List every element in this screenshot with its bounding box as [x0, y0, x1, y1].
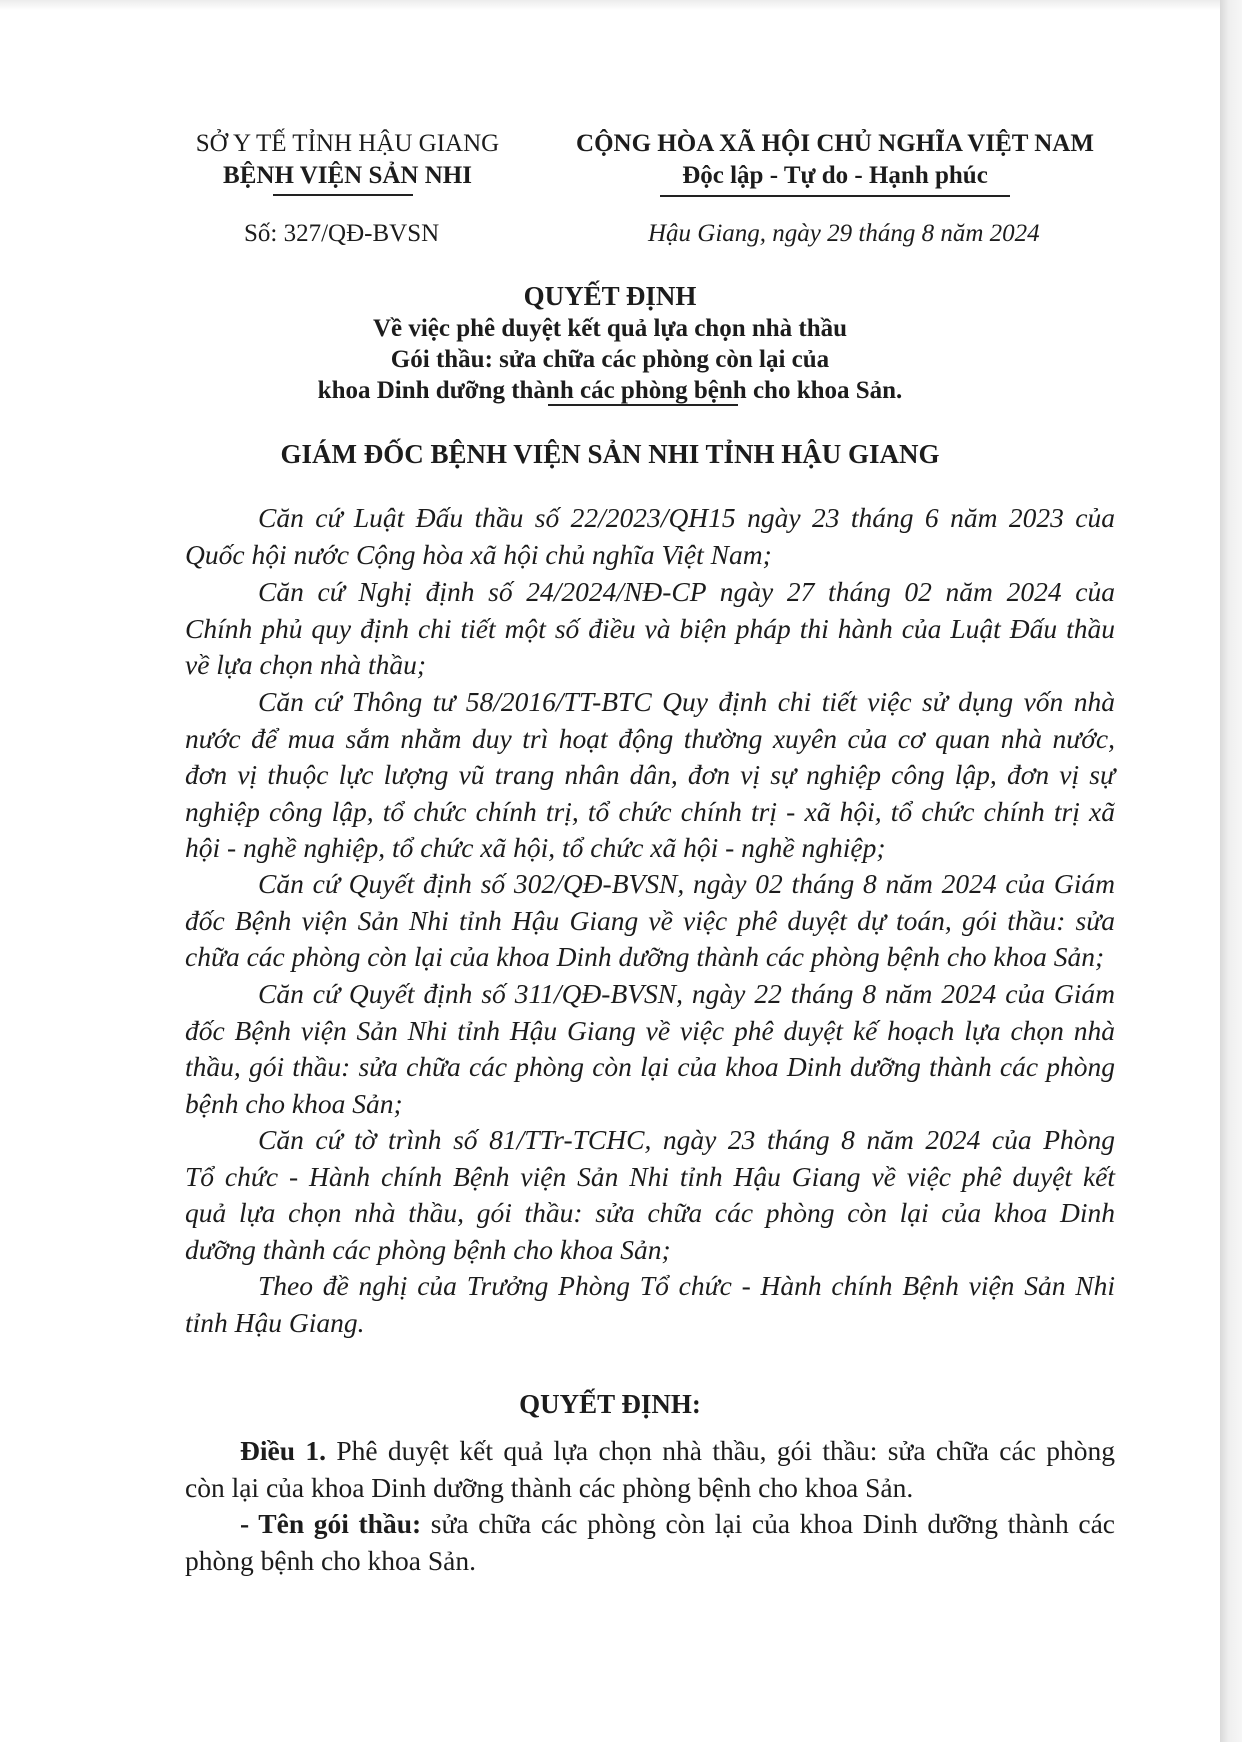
- article-1: [185, 1433, 1115, 1506]
- preamble-basis-4: [185, 866, 1115, 976]
- preamble-line: Căn cứ tờ trình số 81/TTr-TCHC, ngày 23 tháng 8 năm 2024 của Phòng: [258, 1124, 1115, 1155]
- country-name: CỘNG HÒA XÃ HỘI CHỦ NGHĨA VIỆT NAM: [576, 130, 1094, 157]
- preamble-line: bệnh cho khoa Sản;: [185, 1087, 403, 1119]
- preamble-line: đốc Bệnh viện Sản Nhi tỉnh Hậu Giang về việc phê duyệt dự toán, gói thầu: sửa: [185, 904, 1115, 936]
- title-underline: [548, 404, 738, 406]
- preamble-line: Căn cứ Luật Đấu thầu số 22/2023/QH15 ngày 23 tháng 6 năm 2023 của: [258, 502, 1115, 533]
- preamble-line: Căn cứ Nghị định số 24/2024/NĐ-CP ngày 27 tháng 02 năm 2024 của: [258, 576, 1115, 607]
- preamble-line: Quốc hội nước Cộng hòa xã hội chủ nghĩa Việt Nam;: [185, 538, 772, 570]
- agency-parent: SỞ Y TẾ TỈNH HẬU GIANG: [195, 130, 500, 157]
- title-subject-line-3: khoa Dinh dưỡng thành các phòng bệnh cho khoa Sản.: [317, 377, 903, 404]
- place-and-date: Hậu Giang, ngày 29 tháng 8 năm 2024: [648, 220, 1040, 247]
- preamble-basis-3: [185, 684, 1115, 867]
- document-number: Số: 327/QĐ-BVSN: [244, 220, 440, 247]
- preamble-line: chữa các phòng còn lại của khoa Dinh dưỡng thành các phòng bệnh cho khoa Sản;: [185, 941, 1105, 972]
- preamble-line: về lựa chọn nhà thầu;: [185, 649, 427, 680]
- decision-heading: QUYẾT ĐỊNH:: [519, 1389, 701, 1419]
- preamble-line: Chính phủ quy định chi tiết một số điều và biện pháp thi hành của Luật Đấu thầu: [185, 612, 1115, 644]
- preamble-line: hội - nghề nghiệp, tổ chức xã hội, tổ chức xã hội - nghề nghiệp;: [185, 832, 886, 863]
- article-1-label: Điều 1.: [240, 1435, 326, 1466]
- preamble-line: Căn cứ Quyết định số 302/QĐ-BVSN, ngày 02 tháng 8 năm 2024 của Giám: [258, 868, 1115, 899]
- preamble-basis-2: [185, 574, 1115, 684]
- preamble-line: quả lựa chọn nhà thầu, gói thầu: sửa chữa các phòng còn lại của khoa Dinh: [185, 1197, 1115, 1228]
- preamble-line: thầu, gói thầu: sửa chữa các phòng còn lại của khoa Dinh dưỡng thành các phòng: [185, 1051, 1115, 1082]
- title-subject-line-2: Gói thầu: sửa chữa các phòng còn lại của: [390, 346, 830, 373]
- motto-underline: [660, 195, 1010, 197]
- preamble-line: Căn cứ Thông tư 58/2016/TT-BTC Quy định chi tiết việc sử dụng vốn nhà: [258, 686, 1115, 717]
- preamble-line: Căn cứ Quyết định số 311/QĐ-BVSN, ngày 22 tháng 8 năm 2024 của Giám: [258, 978, 1115, 1009]
- preamble-line: Theo đề nghị của Trưởng Phòng Tổ chức - Hành chính Bệnh viện Sản Nhi: [258, 1270, 1115, 1301]
- preamble-line: Tổ chức - Hành chính Bệnh viện Sản Nhi tỉnh Hậu Giang về việc phê duyệt kết: [185, 1160, 1115, 1192]
- preamble-line: tỉnh Hậu Giang.: [185, 1306, 365, 1338]
- preamble-basis-5: [185, 976, 1115, 1122]
- preamble-line: đơn vị thuộc lực lượng vũ trang nhân dân, đơn vị sự nghiệp công lập, đơn vị sự: [185, 759, 1115, 790]
- preamble-basis-1: [185, 500, 1115, 573]
- agency-underline: [273, 194, 413, 196]
- article-1-text: Phê duyệt kết quả lựa chọn nhà thầu, gói thầu: sửa chữa các phòng: [325, 1435, 1116, 1466]
- article-1-line-2: còn lại của khoa Dinh dưỡng thành các phòng bệnh cho khoa Sản.: [185, 1471, 914, 1503]
- title-subject-line-1: Về việc phê duyệt kết quả lựa chọn nhà thầu: [372, 315, 848, 342]
- preamble-basis-7: [185, 1268, 1115, 1341]
- package-name-line-1: [185, 1506, 1115, 1543]
- package-name-label: - Tên gói thầu:: [240, 1508, 422, 1539]
- issuing-authority: GIÁM ĐỐC BỆNH VIỆN SẢN NHI TỈNH HẬU GIANG: [280, 439, 940, 469]
- preamble-line: nước để mua sắm nhằm duy trì hoạt động thường xuyên của cơ quan nhà nước,: [185, 722, 1115, 754]
- preamble-basis-6: [185, 1122, 1115, 1268]
- page-edge-right: [1220, 0, 1242, 1742]
- document-title: QUYẾT ĐỊNH: [523, 281, 697, 311]
- national-motto: Độc lập - Tự do - Hạnh phúc: [682, 162, 988, 189]
- agency-name: BỆNH VIỆN SẢN NHI: [223, 162, 472, 189]
- package-name: [185, 1506, 1115, 1579]
- package-name-line-2: phòng bệnh cho khoa Sản.: [185, 1544, 476, 1576]
- preamble-line: dưỡng thành các phòng bệnh cho khoa Sản;: [185, 1233, 671, 1265]
- article-1-line-1: [185, 1433, 1115, 1470]
- preamble-line: đốc Bệnh viện Sản Nhi tỉnh Hậu Giang về việc phê duyệt kế hoạch lựa chọn nhà: [185, 1014, 1115, 1046]
- package-name-text: sửa chữa các phòng còn lại của khoa Dinh dưỡng thành các: [421, 1508, 1115, 1539]
- preamble-line: nghiệp công lập, tổ chức chính trị, tổ chức chính trị - xã hội, tổ chức chính trị xã: [185, 795, 1115, 827]
